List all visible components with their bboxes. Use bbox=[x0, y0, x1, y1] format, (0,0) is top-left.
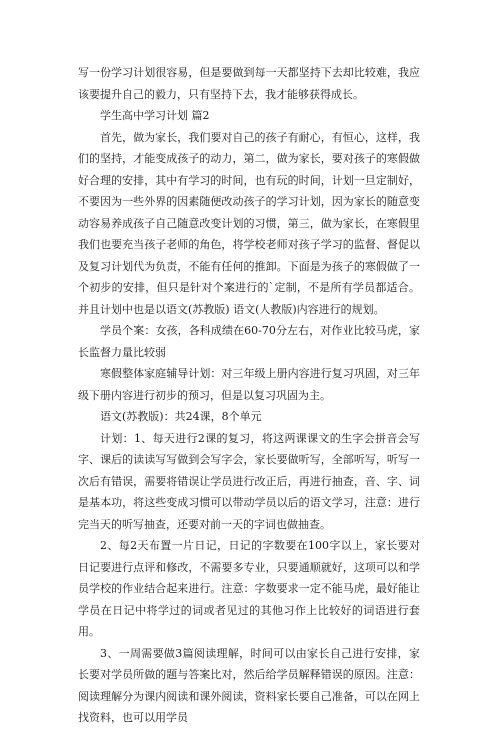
document-body bbox=[78, 62, 420, 729]
paragraph-chinese-summary: 语文(苏教版)：共24课，8个单元 bbox=[100, 410, 262, 423]
paragraph-overall-plan: 寒假整体家庭辅导计划：对三年级上册内容进行复习巩固，对三年级下册内容进行初步的预习，但是以复习巩固为主。 bbox=[78, 367, 420, 402]
section-heading: 学生高中学习计划 篇2 bbox=[100, 109, 210, 122]
paragraph-student-case: 学员个案：女孩，各科成绩在60-70分左右，对作业比较马虎，家长监督力量比较弱 bbox=[78, 324, 420, 359]
paragraph-parent-guidance: 首先，做为家长，我们要对自己的孩子有耐心，有恒心，这样，我们的坚持，才能变成孩子的动力，第二，做为家长，要对孩子的寒假做好合理的安排，其中有学习的时间，也有玩的时间，计划一旦定制好，不要因为一些外界的因素随便改动孩子的学习计划，因为家长的随意变动容易养成孩子自己随意改变计划的习惯，第三，做为家长，在寒假里我们也要充当孩子老师的角色，将学校老师对孩子学习的监督、督促以及复习计划代为负责，不能有任何的推卸。下面是为孩子的寒假做了一个初步的安排，但只是针对个案进行的`定制，不是所有学员都适合。并且计划中也是以语文(苏教版) 语文(人教版)内容进行的规划。 bbox=[78, 130, 420, 316]
paragraph-plan-item-3: 3、一周需要做3篇阅读理解，时间可以由家长自己进行安排，家长要对学员所做的题与答案比对，然后给学员解释错误的原因。注意：阅读理解分为课内阅读和课外阅读，资料家长要自己准备，可以在网上找资料，也可以用学员 bbox=[78, 646, 420, 724]
paragraph-plan-item-1: 计划：1、每天进行2课的复习，将这两课课文的生字会拼音会写字、课后的读读写写做到会写字会，家长要做听写，全部听写，听写一次后有错误，需要将错误让学员进行改正后，再进行抽查，音、字、词是基本功，将这些变成习惯可以带动学员以后的语文学习，注意：进行完当天的听写抽查，还要对前一天的字词也做抽查。 bbox=[78, 431, 420, 531]
paragraph-plan-item-2: 2、每2天布置一片日记，日记的字数要在100字以上，家长要对日记要进行点评和修改，不需要多专业，只要通顺就好，这项可以和学员学校的作业结合起来进行。注意：字数要求一定不能马虎，最好能让学员在日记中将学过的词或者见过的其他习作上比较好的词语进行套用。 bbox=[78, 539, 420, 638]
paragraph-intro-continuation: 写一份学习计划很容易，但是要做到每一天都坚持下去却比较难，我应该要提升自己的毅力，只有坚持下去，我才能够获得成长。 bbox=[78, 66, 420, 101]
